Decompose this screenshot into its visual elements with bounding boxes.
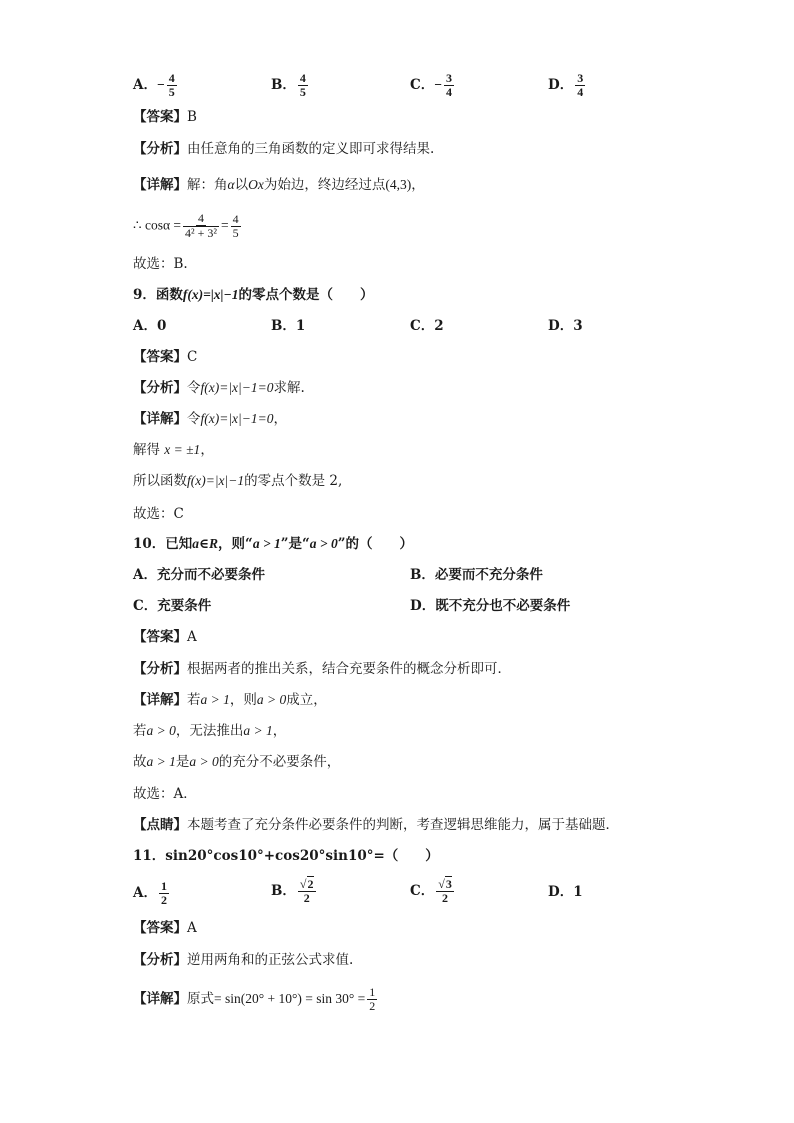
q11-stem: 11．sin20°cos10°+cos20°sin10°=（ ） bbox=[133, 848, 439, 864]
q10-option-b: B．必要而不充分条件 bbox=[410, 567, 543, 583]
q8-calculation: ∴ cosα = $\frac{4}{\text{4² + 3²}}$ = $\frac{4}{5}$ bbox=[133, 211, 239, 240]
q9-option-b: B．1 bbox=[271, 318, 306, 334]
fraction: $\frac{4}{5}$ bbox=[299, 71, 306, 99]
q11-option-a: A． $\frac{1}{2}$ bbox=[133, 879, 167, 907]
fraction: $\frac{4}{5}$ bbox=[168, 71, 175, 99]
q10-detail-line-2: 若a > 0，无法推出a > 1， bbox=[133, 723, 287, 739]
q9-analysis: 【分析】令f(x)=|x|−1=0求解. bbox=[133, 380, 305, 396]
q10-comment: 【点睛】本题考查了充分条件必要条件的判断，考查逻辑思维能力，属于基础题． bbox=[133, 817, 619, 833]
q10-stem: 10．已知a∈R，则“a > 1”是“a > 0”的（ ） bbox=[133, 536, 414, 552]
q11-option-b: B． $\frac{√2}{2}$ bbox=[271, 877, 314, 905]
q9-option-a: A．0 bbox=[133, 318, 167, 334]
q9-solve: 解得 x = ±1， bbox=[133, 442, 214, 458]
q9-stem: 9．函数f(x)=|x|−1的零点个数是（ ） bbox=[133, 287, 374, 303]
q8-conclusion: 故选：B. bbox=[133, 256, 188, 272]
q10-analysis: 【分析】根据两者的推出关系，结合充要条件的概念分析即可． bbox=[133, 661, 511, 677]
q8-option-c: C．− $\frac{3}{4}$ bbox=[410, 71, 452, 99]
fraction: $\frac{√2}{2}$ bbox=[299, 877, 314, 905]
q11-option-c: C． $\frac{√3}{2}$ bbox=[410, 877, 452, 905]
q9-conclusion: 故选：C bbox=[133, 506, 184, 522]
q11-analysis: 【分析】逆用两角和的正弦公式求值. bbox=[133, 952, 354, 968]
q8-analysis: 【分析】由任意角的三角函数的定义即可求得结果. bbox=[133, 141, 435, 157]
q10-option-d: D．既不充分也不必要条件 bbox=[410, 598, 571, 614]
q8-detail: 【详解】解：角α以Ox为始边，终边经过点(4,3)， bbox=[133, 177, 425, 193]
q9-option-d: D．3 bbox=[548, 318, 583, 334]
q9-answer: 【答案】C bbox=[133, 349, 198, 365]
fraction: $\frac{3}{4}$ bbox=[577, 71, 584, 99]
q9-count: 所以函数f(x)=|x|−1的零点个数是 2, bbox=[133, 473, 343, 489]
q10-option-a: A．充分而不必要条件 bbox=[133, 567, 265, 583]
q10-conclusion: 故选：A． bbox=[133, 786, 197, 802]
fraction: $\frac{3}{4}$ bbox=[445, 71, 452, 99]
q9-option-c: C．2 bbox=[410, 318, 444, 334]
q8-option-a: A．− $\frac{4}{5}$ bbox=[133, 71, 175, 99]
q11-answer: 【答案】A bbox=[133, 920, 197, 936]
q8-answer: 【答案】B bbox=[133, 109, 197, 125]
fraction: $\frac{4}{\text{4² + 3²}}$ bbox=[185, 211, 217, 240]
q10-detail-line-3: 故a > 1是a > 0的充分不必要条件， bbox=[133, 754, 341, 770]
q8-option-b: B． $\frac{4}{5}$ bbox=[271, 71, 306, 99]
fraction: $\frac{1}{2}$ bbox=[369, 985, 376, 1013]
q10-detail: 【详解】若a > 1，则a > 0成立， bbox=[133, 692, 327, 708]
fraction: $\frac{1}{2}$ bbox=[160, 879, 167, 907]
q8-option-d: D． $\frac{3}{4}$ bbox=[548, 71, 584, 99]
q9-detail: 【详解】令f(x)=|x|−1=0， bbox=[133, 411, 287, 427]
q11-detail: 【详解】原式= sin(20° + 10°) = sin 30° = $\frac{1}{2}$ bbox=[133, 985, 376, 1013]
q11-option-d: D．1 bbox=[548, 884, 583, 900]
fraction: $\frac{4}{5}$ bbox=[232, 211, 239, 240]
fraction: $\frac{√3}{2}$ bbox=[438, 877, 452, 905]
q10-option-c: C．充要条件 bbox=[133, 598, 212, 614]
q10-answer: 【答案】A bbox=[133, 629, 197, 645]
